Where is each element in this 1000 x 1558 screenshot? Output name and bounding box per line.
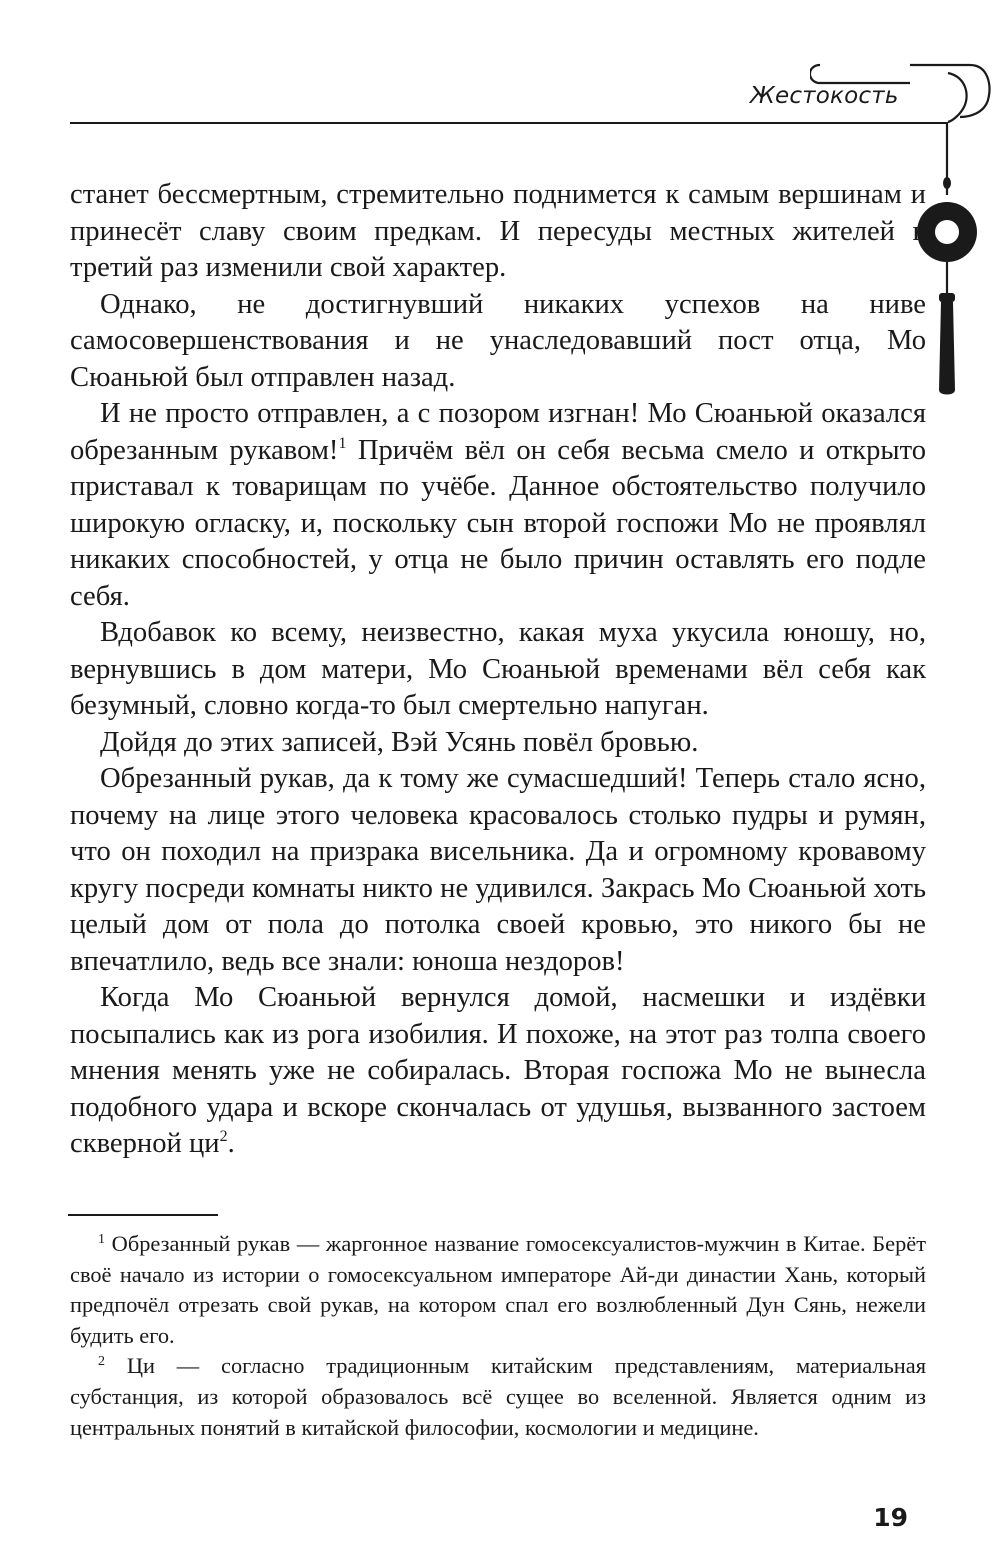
footnote-1 (70, 1229, 926, 1351)
footnote-text: Ци — согласно традиционным китайским представлениям, материальная субстанция, из которой образовалось всё сущее во вселенной. Является одним из центральных понятий в китайской философии, космологии и медицине. (70, 1353, 926, 1440)
paragraph-text: Причём вёл он себя весьма смело и открыто приставал к товарищам по учёбе. Данное обстоятельство получило широкую огласку, и, поскольку сын второй госпожи Мо не проявлял никаких способностей, у отца не было причин оставлять его подле себя. (70, 434, 926, 612)
page-number: 19 (873, 1503, 908, 1532)
paragraph-text: . (227, 1128, 235, 1159)
paragraph (70, 980, 926, 1163)
paragraph-continued (70, 177, 926, 287)
paragraph-text: Обрезанный рукав, да к тому же сумасшедший! Теперь стало ясно, почему на лице этого человека красовалось столько пудры и румян, что он походил на призрака висельника. Да и огромному кровавому кругу посреди комнаты никто не удивился. Закрась Мо Сюаньюй хоть целый дом от пола до потолка своей кровью, это никого бы не впечатлило, ведь все знали: юноша нездоров! (70, 763, 926, 977)
running-title: Жестокость (750, 83, 899, 109)
paragraph-text: Когда Мо Сюаньюй вернулся домой, насмешки и издёвки посыпались как из рога изобилия. И похоже, на этот раз толпа своего мнения менять уже не собиралась. Вторая госпожа Мо не вынесла подобного удара и вскоре скончалась от удушья, вызванного застоем скверной ци (70, 982, 926, 1159)
paragraph (70, 615, 926, 725)
footnote-ref-2[interactable]: 2 (219, 1128, 228, 1145)
main-text (70, 177, 926, 1163)
paragraph-text: И не просто отправлен, а с позором изгнан! Мо Сюаньюй оказался обрезанным рукавом! (70, 398, 926, 466)
footnote-mark: 1 (98, 1232, 105, 1247)
paragraph-text: станет бессмертным, стремительно поднимется к самым вершинам и принесёт славу своим предкам. И пересуды местных жителей в третий раз изменили свой характер. (70, 179, 926, 283)
footnote-text: Обрезанный рукав — жаргонное название гомосексуалистов-мужчин в Китае. Берёт своё начало из истории о гомосексуальном императоре Ай-ди династии Хань, который предпочёл отрезать свой рукав, на котором спал его возлюбленный Дун Сянь, нежели будить его. (70, 1231, 926, 1348)
footnote-separator (68, 1214, 218, 1216)
footnotes (70, 1229, 926, 1443)
footnote-ref-1[interactable]: 1 (338, 434, 347, 452)
paragraph-text: Вдобавок ко всему, неизвестно, какая муха укусила юношу, но, вернувшись в дом матери, Мо Сюаньюй временами вёл себя как безумный, словно когда-то был смертельно напуган. (70, 617, 926, 721)
paragraph (70, 396, 926, 615)
paragraph-text: Дойдя до этих записей, Вэй Усянь повёл бровью. (100, 726, 699, 758)
paragraph (70, 287, 926, 397)
paragraph-text: Однако, не достигнувший никаких успехов на ниве самосовершенствования и не унаследовавший пост отца, Мо Сюаньюй был отправлен назад. (70, 288, 926, 393)
footnote-mark: 2 (98, 1354, 105, 1370)
footnote-2 (70, 1351, 926, 1443)
paragraph (70, 761, 926, 980)
paragraph (70, 725, 926, 762)
